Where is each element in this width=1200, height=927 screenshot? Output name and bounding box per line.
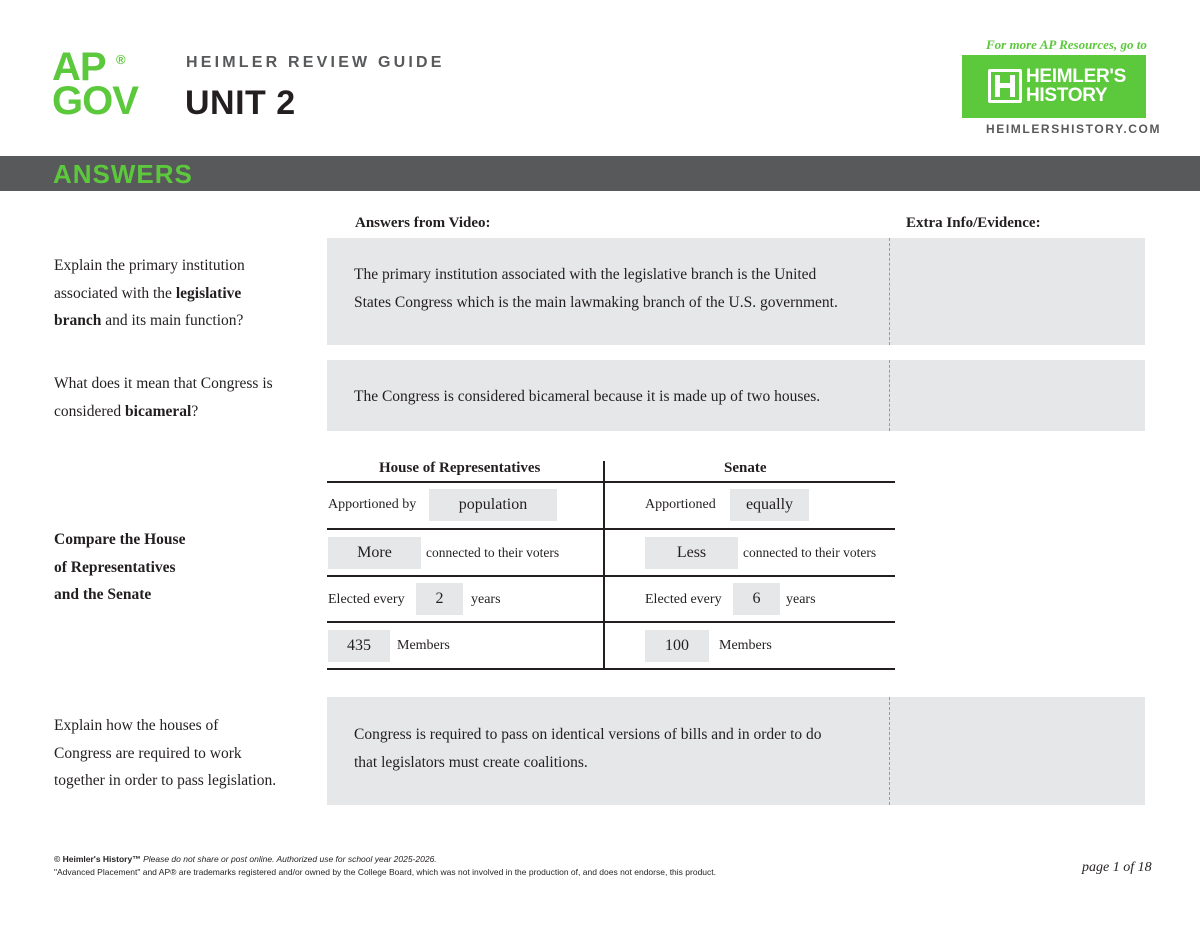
answer-box-legislative-branch[interactable] xyxy=(327,238,1145,345)
table-rule xyxy=(327,621,895,623)
table-divider xyxy=(603,461,605,669)
q4-line-2: Congress are required to work xyxy=(54,744,242,762)
heimlers-history-logo[interactable] xyxy=(962,55,1146,118)
senate-connected-label: connected to their voters xyxy=(743,545,877,560)
footer-line-2: "Advanced Placement" and AP® are trademarks registered and/or owned by the College Board, which was not involved in the production of, and does not endorse, this product. xyxy=(54,867,716,877)
logo-gov: GOV xyxy=(52,79,138,123)
table-rule xyxy=(327,481,895,483)
q2-line-2: considered bicameral? xyxy=(54,402,199,420)
guide-label: HEIMLER REVIEW GUIDE xyxy=(186,54,445,71)
senate-apportioned-label: Apportioned xyxy=(645,497,716,512)
answer-text: The primary institution associated with the legislative branch is the United States Congress which is the main lawmaking branch of the U.S. government. xyxy=(354,266,838,311)
senate-heading: Senate xyxy=(724,460,767,476)
footer-line-1: © Heimler's History™ Please do not share or post online. Authorized use for school year 2025-2026. xyxy=(54,854,437,864)
answer-text: The Congress is considered bicameral because it is made up of two houses. xyxy=(354,388,821,405)
senate-elected-label: Elected every xyxy=(645,592,722,607)
house-elected-label: Elected every xyxy=(328,592,405,607)
column-divider xyxy=(889,360,890,431)
question-houses-work-together xyxy=(54,712,276,795)
house-years-label: years xyxy=(471,592,501,607)
brand-line-2: HISTORY xyxy=(1026,85,1108,106)
table-rule xyxy=(327,528,895,530)
q3-line-3: and the Senate xyxy=(54,586,152,603)
unit-title: UNIT 2 xyxy=(185,84,296,122)
senate-elected-field[interactable]: 6 xyxy=(733,583,780,615)
logo-ap: AP xyxy=(52,45,106,89)
house-connected-field[interactable]: More xyxy=(328,537,421,569)
q3-line-1: Compare the House xyxy=(54,531,186,548)
answer-box-bicameral[interactable] xyxy=(327,360,1145,431)
house-elected-field[interactable]: 2 xyxy=(416,583,463,615)
extra-info-column-heading: Extra Info/Evidence: xyxy=(906,215,1041,231)
senate-years-label: years xyxy=(786,592,816,607)
senate-members-field[interactable]: 100 xyxy=(645,630,709,662)
q1-line-2: associated with the legislative xyxy=(54,284,242,302)
table-rule xyxy=(327,668,895,670)
house-members-label: Members xyxy=(397,638,450,653)
question-compare-houses xyxy=(54,526,185,609)
house-members-field[interactable]: 435 xyxy=(328,630,390,662)
section-title: ANSWERS xyxy=(53,159,193,189)
senate-connected-field[interactable]: Less xyxy=(645,537,738,569)
q3-line-2: of Representatives xyxy=(54,558,176,576)
q4-line-1: Explain how the houses of xyxy=(54,717,219,734)
q4-line-3: together in order to pass legislation. xyxy=(54,772,277,789)
house-connected-label: connected to their voters xyxy=(426,545,560,560)
senate-apportioned-field[interactable]: equally xyxy=(730,489,809,521)
section-bar xyxy=(0,156,1200,191)
house-heading: House of Representatives xyxy=(379,460,541,476)
brand-url-link[interactable]: HEIMLERSHISTORY.COM xyxy=(986,122,1162,136)
brand-name xyxy=(1026,67,1126,105)
page-number: page 1 of 18 xyxy=(1082,860,1152,875)
comparison-table xyxy=(327,455,895,670)
question-legislative-branch xyxy=(54,252,245,335)
question-bicameral xyxy=(54,370,273,425)
answer-text: Congress is required to pass on identical versions of bills and in order to do that legislators must create coalitions. xyxy=(354,726,822,771)
q1-line-1: Explain the primary institution xyxy=(54,257,245,274)
column-divider xyxy=(889,697,890,805)
hh-monogram-icon xyxy=(988,69,1022,103)
footer-legal xyxy=(54,853,716,879)
house-apportioned-label: Apportioned by xyxy=(328,497,417,512)
house-apportioned-field[interactable]: population xyxy=(429,489,557,521)
brand-line-1: HEIMLER'S xyxy=(1026,66,1126,87)
senate-members-label: Members xyxy=(719,638,772,653)
q1-line-3: branch and its main function? xyxy=(54,312,244,329)
q2-line-1: What does it mean that Congress is xyxy=(54,375,273,392)
table-rule xyxy=(327,575,895,577)
answer-box-pass-legislation[interactable] xyxy=(327,697,1145,805)
logo-registered-mark: ® xyxy=(116,52,126,67)
column-divider xyxy=(889,238,890,345)
answers-column-heading: Answers from Video: xyxy=(355,215,491,231)
ap-gov-logo xyxy=(52,45,152,123)
more-resources-text: For more AP Resources, go to xyxy=(986,37,1147,52)
